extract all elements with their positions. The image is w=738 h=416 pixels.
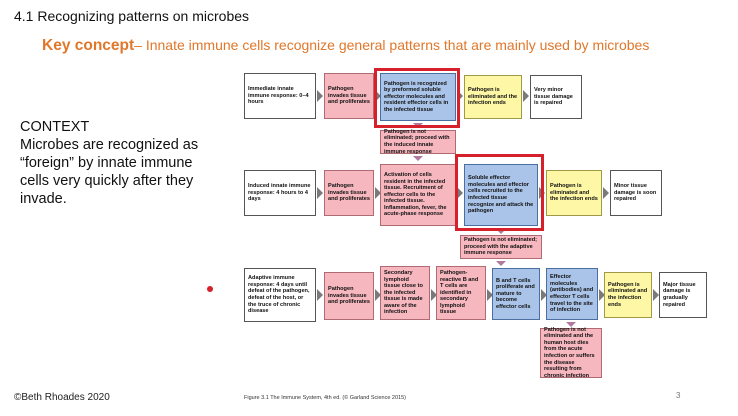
row2-activation-box: Activation of cells resident in the infected tissue. Recruitment of effector cells to the infected tissue. Inflammation, fever, the acute-phase response	[380, 164, 456, 226]
row1-outcome-box: Very minor tissue damage is repaired	[530, 75, 582, 119]
row2-recruited-box: Soluble effector molecules and effector cells recruited to the infected tissue recognize and attack the pathogen	[464, 164, 538, 226]
page-number: 3	[676, 391, 681, 400]
context-heading: CONTEXT	[20, 119, 90, 135]
row3-eliminated-box: Pathogen is eliminated and the infection ends	[604, 272, 652, 318]
row1-not-eliminated-box: Pathogen is not eliminated; proceed with the induced innate immune response	[380, 130, 456, 154]
footer-copyright: ©Beth Rhoades 2020	[14, 392, 110, 403]
row1-down-arrow-2	[413, 156, 423, 161]
row3-reactive-box: Pathogen-reactive B and T cells are identified in secondary lymphoid tissue	[436, 266, 486, 320]
row3-proliferate-box: B and T cells proliferate and mature to become effector cells	[492, 268, 540, 320]
row2-label: Induced innate immune response: 4 hours to 4 days	[244, 170, 316, 216]
context-text: Microbes are recognized as “foreign” by innate immune cells very quickly after they invade.	[20, 137, 199, 207]
row2-eliminated-box: Pathogen is eliminated and the infection ends	[546, 170, 602, 216]
key-concept-text: – Innate immune cells recognize general patterns that are mainly used by microbes	[134, 37, 650, 53]
row3-arrow-1	[317, 289, 323, 301]
highlight-box-1	[374, 68, 460, 128]
slide-title: 4.1 Recognizing patterns on microbes	[14, 8, 250, 24]
row2-outcome-box: Minor tissue damage is soon repaired	[610, 170, 662, 216]
row2-down-arrow-2	[496, 261, 506, 266]
row1-label: Immediate innate immune response: 0–4 hours	[244, 73, 316, 119]
row3-host-dies-box: Pathogen is not eliminated and the human host dies from the acute infection or suffers the disease resulting from chronic infection	[540, 328, 602, 378]
row1-invade-box: Pathogen invades tissue and proliferates	[324, 73, 374, 119]
row3-invade-box: Pathogen invades tissue and proliferates	[324, 272, 374, 320]
row3-lymphoid-box: Secondary lymphoid tissue close to the infected tissue is made aware of the infection	[380, 266, 430, 320]
row3-label: Adaptive immune response: 4 days until defeat of the pathogen, defeat of the host, or the truce of chronic disease	[244, 268, 316, 322]
row1-arrow-1	[317, 90, 323, 102]
row2-arrow-5	[603, 187, 609, 199]
row2-arrow-1	[317, 187, 323, 199]
row1-arrow-4	[523, 90, 529, 102]
row1-eliminated-box: Pathogen is eliminated and the infection ends	[464, 75, 522, 119]
figure-caption: Figure 3.1 The Immune System, 4th ed. (© Garland Science 2015)	[244, 395, 407, 401]
row2-invade-box: Pathogen invades tissue and proliferates	[324, 170, 374, 216]
row1-recognized-box: Pathogen is recognized by preformed soluble effector molecules and resident effector cells in the infected tissue	[380, 73, 456, 121]
highlight-box-2	[455, 154, 544, 231]
row3-travel-box: Effector molecules (antibodies) and effector T cells travel to the site of infection	[546, 268, 598, 320]
row3-outcome-box: Major tissue damage is gradually repaired	[659, 272, 707, 318]
key-concept-label: Key concept	[42, 37, 135, 54]
row2-not-eliminated-box: Pathogen is not eliminated; proceed with the adaptive immune response	[460, 235, 542, 259]
